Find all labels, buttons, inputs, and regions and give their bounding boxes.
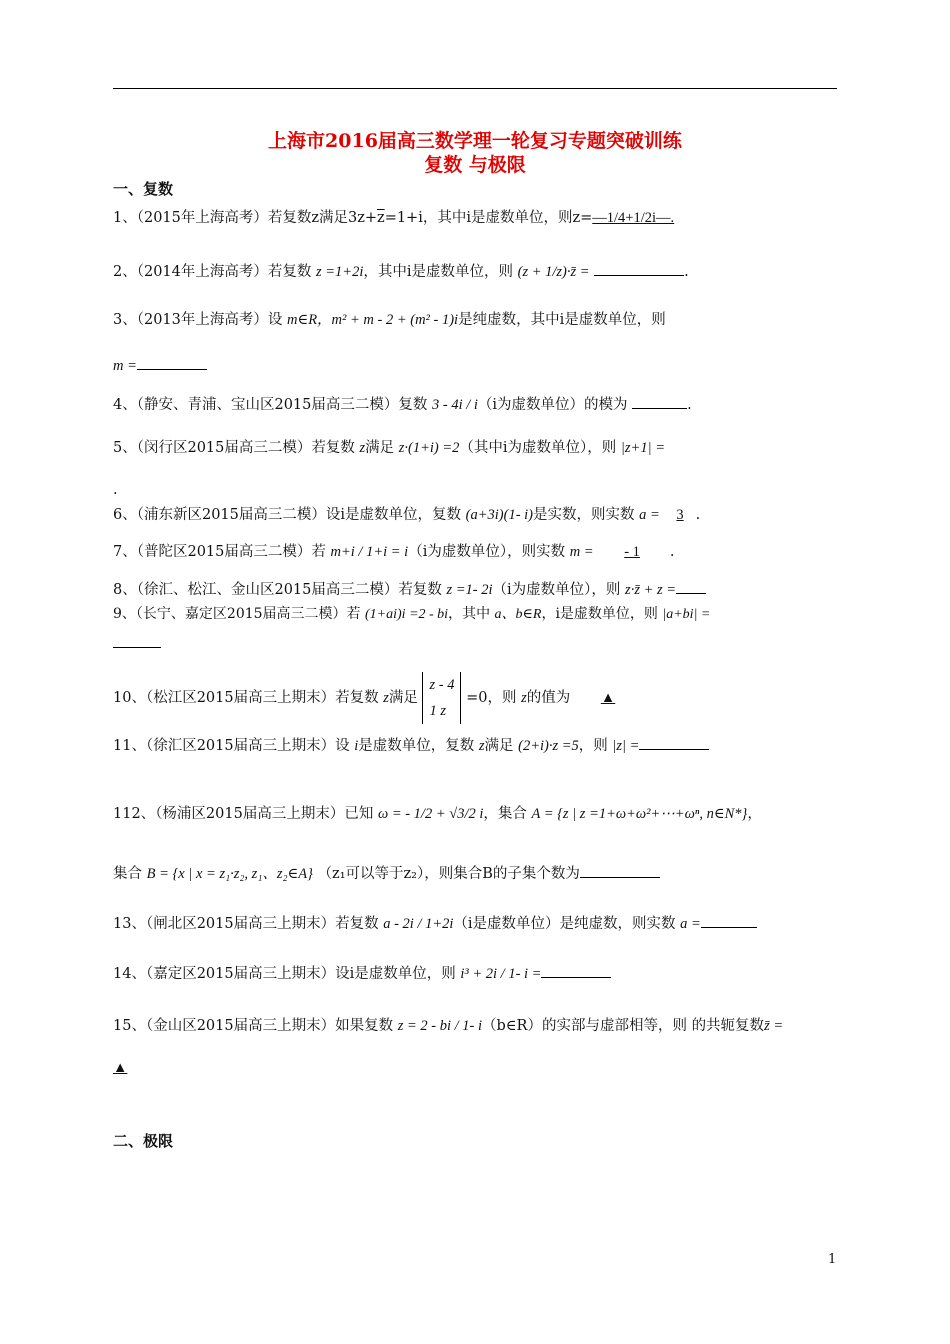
question-5-tail: . (113, 482, 118, 498)
question-15: 15、（金山区2015届高三上期末）如果复数 z = 2 - bi / 1- i（b∈R）的实部与虚部相等，则 的共轭复数z̄ = (113, 1018, 784, 1034)
question-14: 14、（嘉定区2015届高三上期末）设i是虚数单位，则 i³ + 2i / 1- i = (113, 964, 611, 984)
header-rule (113, 88, 837, 89)
question-12-line-2: 集合 B = {x | x = z₁·z₂, z₁、z₂∈A} （z₁可以等于z₂），则集合B的子集个数为 (113, 864, 660, 884)
page-number: 1 (828, 1252, 837, 1267)
section-heading-limit: 二、极限 (113, 1132, 174, 1150)
question-11: 11、（徐汇区2015届高三上期末）设 i是虚数单位，复数 z满足 (2+i)·z =5，则 |z| = (113, 736, 709, 756)
question-12: 112、（杨浦区2015届高三上期末）已知 ω = - 1/2 + √3/2 i，集合 A = {z | z =1+ω+ω²+⋯+ωⁿ, n∈N*}， (113, 806, 762, 822)
question-3-answer-line: m = (113, 356, 207, 376)
question-13: 13、（闸北区2015届高三上期末）若复数 a - 2i / 1+2i（i是虚数单位）是纯虚数，则实数 a = (113, 914, 757, 934)
question-7: 7、（普陀区2015届高三二模）若 m+i / 1+i = i（i为虚数单位），则实数 m = - 1 . (113, 544, 675, 560)
question-1: 1、（2015年上海高考）若复数z满足$3z+\overline{z}=1+i$，其中i是虚数单位，则z=—1/4+1/2i—. (113, 210, 675, 226)
question-4: 4、（静安、青浦、宝山区2015届高三二模）复数 3 - 4i / i（i为虚数单位）的模为 . (113, 397, 692, 413)
answer-blank (639, 749, 709, 750)
question-6: 6、（浦东新区2015届高三二模）设i是虚数单位，复数 (a+3i)(1- i)是实数，则实数 a = 3 . (113, 507, 701, 523)
answer: ▲ (600, 690, 616, 706)
question-9: 9、（长宁、嘉定区2015届高三二模）若 (1+ai)i =2 - bi，其中 a、b∈R，i是虚数单位，则 |a+bi| = (113, 606, 711, 622)
answer-blank (580, 877, 660, 878)
question-10: 10、（松江区2015届高三上期末）若复数 z满足 z - 4 1 z =0，则 z的值为 ▲ (113, 672, 633, 724)
answer-blank (541, 977, 611, 978)
section-heading-complex: 一、复数 (113, 180, 174, 198)
question-9-answer-line (113, 634, 161, 654)
answer: ▲ (113, 1060, 128, 1076)
answer: —1/4+1/2i—. (592, 210, 675, 226)
question-2: 2、（2014年上海高考）若复数 z =1+2i，其中i是虚数单位，则 (z + 1/z)·z̄ = . (113, 264, 689, 280)
determinant: z - 4 1 z (422, 672, 461, 724)
answer-blank (137, 369, 207, 370)
answer-blank (676, 593, 706, 594)
answer-blank (701, 927, 757, 928)
answer-blank (632, 408, 687, 409)
page-title: 上海市2016届高三数学理一轮复习专题突破训练 (268, 130, 682, 152)
answer: - 1 (624, 544, 640, 560)
question-3: 3、（2013年上海高考）设 m∈R，m² + m - 2 + (m² - 1)i是纯虚数，其中i是虚数单位，则 (113, 312, 666, 328)
answer: 3 (676, 507, 684, 523)
page-subtitle: 复数 与极限 (424, 154, 526, 176)
question-8: 8、（徐汇、松江、金山区2015届高三二模）若复数 z =1- 2i（i为虚数单位），则 z·z̄ + z = (113, 580, 706, 600)
question-15-answer-line (113, 1058, 149, 1078)
question-5: 5、（闵行区2015届高三二模）若复数 z满足 z·(1+i) =2（其中i为虚数单位），则 |z+1| = (113, 440, 665, 456)
answer-blank (113, 647, 161, 648)
answer-blank (594, 275, 684, 276)
